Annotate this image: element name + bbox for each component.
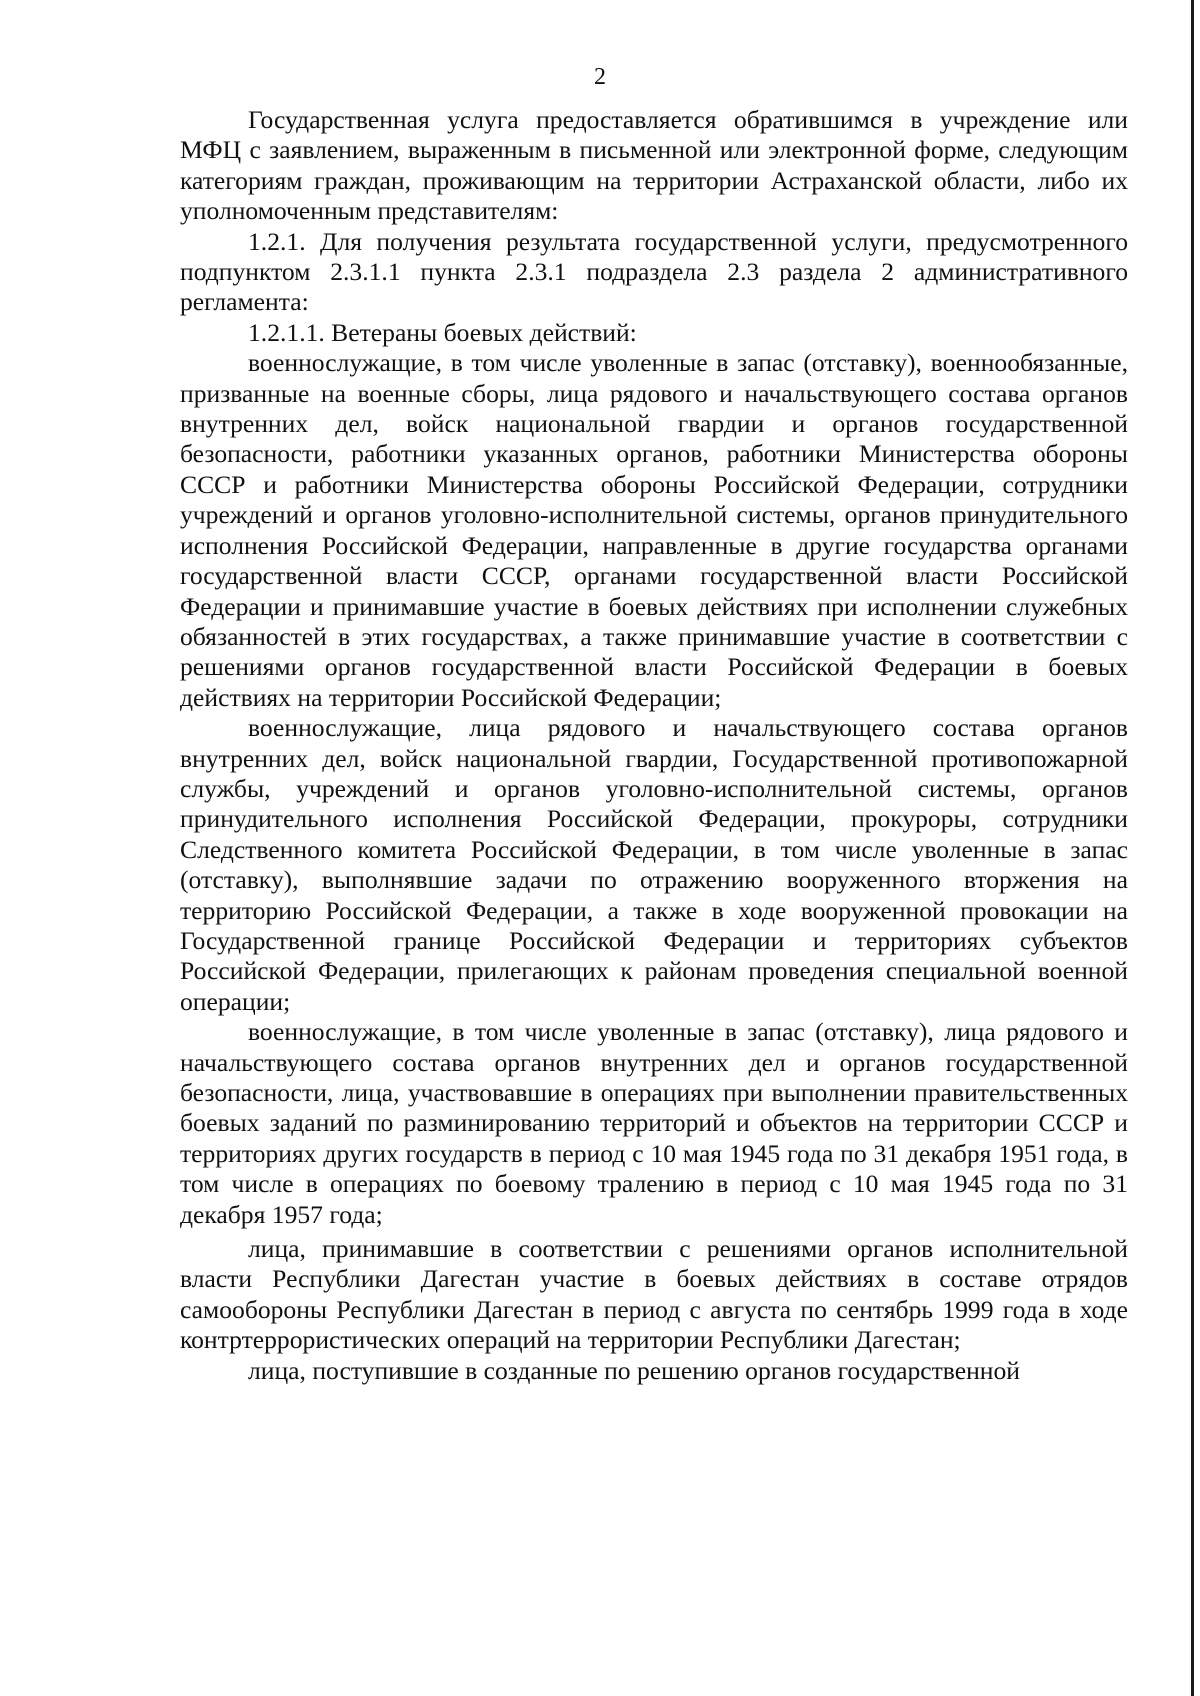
document-body [180, 105, 1128, 1386]
paragraph-dagestan: лица, принимавшие в соответствии с решениями органов исполнительной власти Республики Дагестан участие в боевых действиях в составе отрядов самообороны Республики Дагестан в период с августа по сентябрь 1999 года в ходе контртеррористических операций на территории Республики Дагестан; [180, 1234, 1128, 1355]
paragraph-1-2-1-1-heading: 1.2.1.1. Ветераны боевых действий: [248, 317, 637, 347]
page-edge-line [1191, 0, 1194, 1696]
paragraph-volunteers: лица, поступившие в созданные по решению органов государственной [248, 1355, 1020, 1385]
paragraph-1-2-1: 1.2.1. Для получения результата государственной услуги, предусмотренного подпунктом 2.3.1.1 пункта 2.3.1 подраздела 2.3 раздела 2 административного регламента: [180, 226, 1128, 317]
page-number: 2 [594, 64, 606, 90]
paragraph-servicemen-abroad: военнослужащие, в том числе уволенные в запас (отставку), военнообязанные, призванные на военные сборы, лица рядового и начальствующего состава органов внутренних дел, войск национальной гвардии и органов государственной безопасности, работники указанных органов, работники Министерства обороны СССР и работники Министерства обороны Российской Федерации, сотрудники учреждений и органов уголовно-исполнительной системы, органов принудительного исполнения Российской Федерации, направленные в другие государства органами государственной власти СССР, органами государственной власти Российской Федерации и принимавшие участие в боевых действиях при исполнении служебных обязанностей в этих государствах, а также принимавшие участие в соответствии с решениями органов государственной власти Российской Федерации в боевых действиях на территории Российской Федерации; [180, 348, 1128, 712]
paragraph-demining: военнослужащие, в том числе уволенные в запас (отставку), лица рядового и начальствующего состава органов внутренних дел и органов государственной безопасности, лица, участвовавшие в операциях при выполнении правительственных боевых заданий по разминированию территорий и объектов на территории СССР и территориях других государств в период с 10 мая 1945 года по 31 декабря 1951 года, в том числе в операциях по боевому тралению в период с 10 мая 1945 года по 31 декабря 1957 года; [180, 1017, 1128, 1229]
paragraph-intro: Государственная услуга предоставляется обратившимся в учреждение или МФЦ с заявлением, выраженным в письменной или электронной форме, следующим категориям граждан, проживающим на территории Астраханской области, либо их уполномоченным представителям: [180, 105, 1128, 226]
paragraph-servicemen-border: военнослужащие, лица рядового и начальствующего состава органов внутренних дел, войск национальной гвардии, Государственной противопожарной службы, учреждений и органов уголовно-исполнительной системы, органов принудительного исполнения Российской Федерации, прокуроры, сотрудники Следственного комитета Российской Федерации, в том числе уволенные в запас (отставку), выполнявшие задачи по отражению вооруженного вторжения на территорию Российской Федерации, а также в ходе вооруженной провокации на Государственной границе Российской Федерации и территориях субъектов Российской Федерации, прилегающих к районам проведения специальной военной операции; [180, 713, 1128, 1016]
